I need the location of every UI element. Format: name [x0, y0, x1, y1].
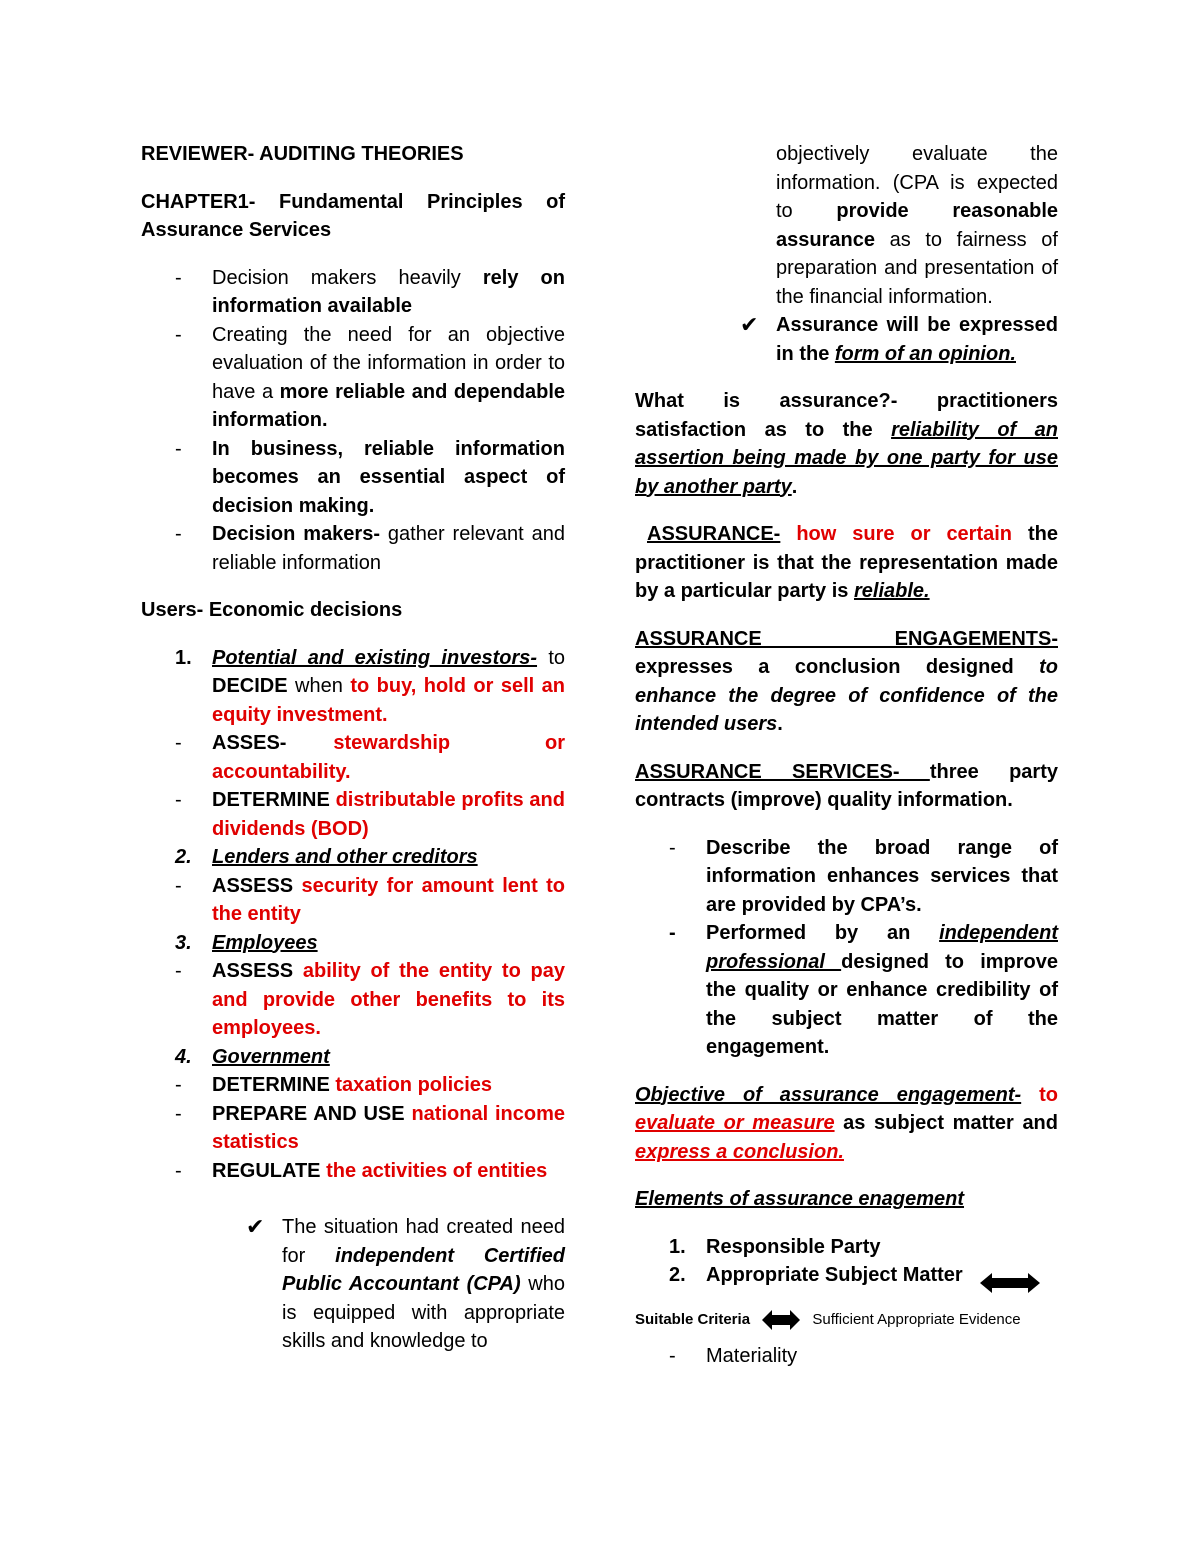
checkmark-icon: ✔: [740, 312, 759, 337]
dash-marker: -: [175, 732, 182, 754]
assurance-services: ASSURANCE SERVICES- three party contracts (improve) quality information.: [635, 760, 1058, 811]
objective-of-engagement: Objective of assurance engagement- to evaluate or measure as subject matter and express a conclusion.: [635, 1083, 1058, 1163]
list-item: - ASSESS security for amount lent to the entity: [141, 872, 565, 929]
assurance-definition: ASSURANCE- how sure or certain the practitioner is that the representation made by a particular party is reliable.: [635, 523, 1058, 602]
dash-marker: -: [175, 1159, 182, 1182]
document-title: REVIEWER- AUDITING THEORIES: [141, 143, 464, 165]
list-item: - Describe the broad range of information enhances services that are provided by CPA’s.: [635, 834, 1058, 920]
user-group-employees: 3. Employees: [175, 931, 318, 954]
users-heading: Users- Economic decisions: [141, 599, 403, 621]
list-item: - Decision makers heavily rely on information available: [141, 264, 565, 321]
chapter-heading: CHAPTER1- Fundamental Principles of Assurance Services: [141, 190, 565, 241]
list-item: - Decision makers- gather relevant and reliable information: [141, 520, 565, 577]
dash-marker: -: [175, 960, 182, 982]
list-item: - PREPARE AND USE national income statistics: [141, 1100, 565, 1157]
criteria-evidence-row: Suitable Criteria Sufficient Appropriate Evidence: [635, 1308, 1058, 1332]
assurance-engagements: ASSURANCE ENGAGEMENTS- expresses a conclusion designed to enhance the degree of confidence of the intended users.: [635, 627, 1058, 735]
list-item: - In business, reliable information becomes an essential aspect of decision making.: [141, 435, 565, 521]
list-item: - REGULATE the activities of entities: [141, 1157, 565, 1186]
right-column: [635, 140, 1058, 1370]
dash-marker: -: [175, 266, 182, 289]
list-item: - DETERMINE distributable profits and dividends (BOD): [141, 786, 565, 843]
dash-marker: -: [669, 1344, 676, 1367]
dash-marker: -: [175, 1074, 182, 1096]
dash-marker: -: [175, 874, 182, 897]
list-item: - Materiality: [635, 1342, 1058, 1371]
list-item: - ASSESS ability of the entity to pay and provide other benefits to its employees.: [141, 957, 565, 1043]
elements-heading: Elements of assurance enagement: [635, 1188, 965, 1210]
element-item: 1. Responsible Party: [669, 1235, 881, 1258]
checkmark-item: ✔ The situation had created need for independent Certified Public Accountant (CPA) who is equipped with appropriate skills and knowledge to: [246, 1214, 566, 1352]
dash-marker: -: [175, 437, 182, 460]
left-column: [141, 140, 565, 1356]
list-item: - ASSES- stewardship or accountability.: [141, 729, 565, 786]
double-arrow-icon: [762, 1309, 800, 1331]
dash-marker: -: [669, 922, 676, 944]
checkmark-item: ✔ Assurance will be expressed in the form of an opinion.: [740, 312, 1058, 365]
dash-marker: -: [175, 323, 182, 346]
user-group-government: 4. Government: [175, 1045, 330, 1068]
double-arrow-icon: [980, 1271, 1040, 1295]
user-group-investors: 1. Potential and existing investors- to DECIDE when to buy, hold or sell an equity investment.: [175, 646, 566, 726]
dash-marker: -: [175, 1102, 182, 1125]
continued-paragraph: objectively evaluate the information. (CPA is expected to provide reasonable assurance as to fairness of preparation and presentation of the financial information.: [776, 143, 1058, 308]
dash-marker: -: [175, 789, 182, 811]
list-item: - Creating the need for an objective evaluation of the information in order to have a more reliable and dependable information.: [141, 321, 565, 435]
checkmark-icon: ✔: [246, 1214, 265, 1239]
dash-marker: -: [669, 836, 676, 859]
list-item: - Performed by an independent professional designed to improve the quality or enhance credibility of the subject matter of the engagement.: [635, 919, 1058, 1062]
list-item: - DETERMINE taxation policies: [141, 1071, 565, 1100]
user-group-lenders: 2. Lenders and other creditors: [175, 846, 478, 868]
dash-marker: -: [175, 523, 182, 545]
what-is-assurance: What is assurance?- practitioners satisfaction as to the reliability of an assertion being made by one party for use by another party.: [635, 390, 1058, 498]
element-item: 2. Appropriate Subject Matter: [635, 1261, 1058, 1290]
